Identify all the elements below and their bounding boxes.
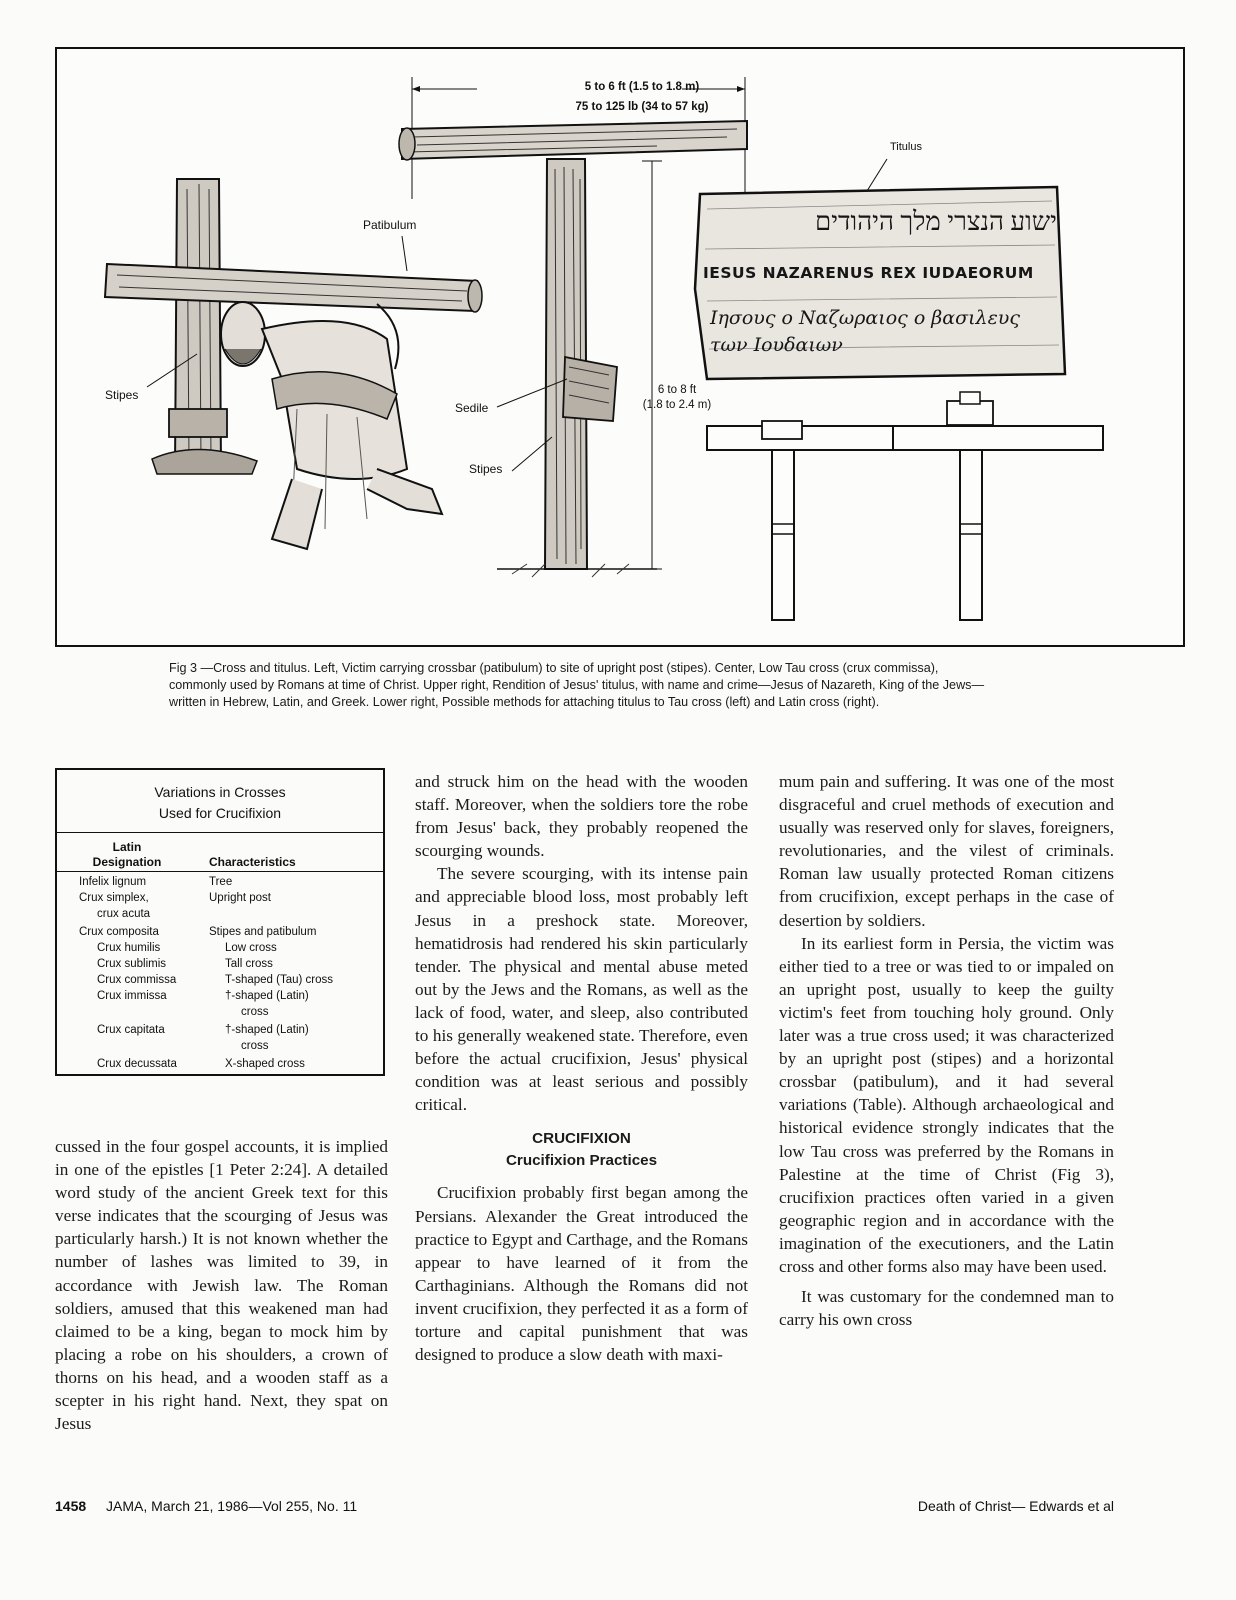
- page-footer-left: [55, 1498, 357, 1514]
- table-header-divider: [57, 871, 383, 872]
- crossbar-dimensions: [477, 77, 807, 117]
- header-characteristics: Characteristics: [209, 855, 296, 869]
- label-patibulum: Patibulum: [363, 218, 417, 232]
- page-number: 1458: [55, 1498, 87, 1514]
- running-title: Death of Christ— Edwards et al: [917, 1498, 1114, 1514]
- paragraph: The severe scourging, with its intense pain and appreciable blood loss, most probably left Jesus in a preshock state. Moreover, hematidrosis had rendered his skin particularly tender. The physical and mental abuse meted out by the Jews and the Romans, as well as the lack of food, water, and sleep, also contributed to his generally weakened state. Therefore, even before the actual crucifixion, Jesus' physical condition was at least serious and possibly critical.: [415, 864, 748, 1115]
- label-titulus: Titulus: [890, 141, 922, 153]
- crossbar-weight: 75 to 125 lb (34 to 57 kg): [575, 101, 709, 113]
- crossbar-length: 5 to 6 ft (1.5 to 1.8 m): [584, 81, 700, 93]
- latin-cross-attachment-diagram: [893, 392, 1103, 620]
- paragraph: Crucifixion probably first began among the Persians. Alexander the Great introduced the practice to Egypt and Carthage, and the Romans appear to have learned of it from the Carthaginians. Although the Romans did not invent crucifixion, they perfected it as a form of torture and capital punishment that was designed to produce a slow death with maxi-: [415, 1183, 748, 1365]
- tau-cross-attachment-diagram: [707, 421, 917, 620]
- section-heading: CRUCIFIXION Crucifixion Practices: [415, 1128, 748, 1172]
- titulus-latin: IESUS NAZARENUS REX IUDAEORUM: [703, 264, 1034, 282]
- label-stipes-left: Stipes: [105, 388, 139, 402]
- label-stipes-center: Stipes: [469, 462, 503, 476]
- table-header: [57, 833, 383, 869]
- cross-illustration: [57, 49, 1183, 645]
- titulus-greek-line2: των Ιουδαιων: [710, 334, 843, 356]
- text-column-3: [779, 770, 1114, 1331]
- text-column-2: [415, 770, 748, 1366]
- journal-citation: JAMA, March 21, 1986—Vol 255, No. 11: [106, 1498, 358, 1514]
- header-latin-designation: Latin Designation: [92, 840, 162, 869]
- paragraph: cussed in the four gospel accounts, it is implied in one of the epistles [1 Peter 2:24]. A detailed word study of the ancient Greek text for this verse indicates that the scourging of Jesus was particularly harsh.) It is not known whether the number of lashes was limited to 39, in accordance with Jewish law. The Roman soldiers, amused that this weakened man had claimed to be a king, began to mock him by placing a robe on his shoulders, a crown of thorns on his head, and a wooden staff as a scepter in his right hand. Next, they spat on Jesus: [55, 1137, 388, 1434]
- table-title: Variations in Crosses Used for Crucifixion: [154, 784, 286, 821]
- center-tau-cross: [399, 121, 747, 577]
- text-column-1: [55, 1135, 388, 1435]
- label-sedile: Sedile: [455, 401, 489, 415]
- paragraph: mum pain and suffering. It was one of the most disgraceful and cruel methods of execution and usually was reserved only for slaves, foreigners, revolutionaries, and the vilest of criminals. Roman law usually protected Roman citizens from crucifixion, except perhaps in the case of desertion by soldiers.: [779, 772, 1114, 930]
- titulus-hebrew: ישוע הנצרי מלך היהודים: [815, 207, 1057, 236]
- subsection-heading: Crucifixion Practices: [505, 1152, 658, 1170]
- figure-caption: Fig 3 —Cross and titulus. Left, Victim carrying crossbar (patibulum) to site of upright post (stipes). Center, Low Tau cross (crux commissa), commonly used by Romans at time of Christ. Upper right, Rendition of Jesus' titulus, with name and crime—Jesus of Nazareth, King of the Jews—written in Hebrew, Latin, and Greek. Lower right, Possible methods for attaching titulus to Tau cross (left) and Latin cross (right).: [169, 661, 985, 710]
- stipes-dimensions: [627, 383, 727, 413]
- titulus-greek-line1: Ιησους ο Ναζωραιος ο βασιλευς: [710, 307, 1020, 329]
- paragraph: In its earliest form in Persia, the victim was either tied to a tree or was tied to or impaled on an upright post, usually to keep the guilty victim's feet from touching holy ground. Only later was a true cross used; it was characterized by an upright post (stipes) and a horizontal crossbar (patibulum), and it had several variations (Table). Although archaeological and historical evidence strongly indicates that the low Tau cross was preferred by the Romans in Palestine at the time of Christ (Fig 3), crucifixion practices often varied in a given geographic region and in accordance with the imagination of the executioners, and the Latin cross and other forms also may have been used.: [779, 933, 1114, 1276]
- paragraph: and struck him on the head with the wooden staff. Moreover, when the soldiers tore the robe from Jesus' back, they probably reopened the scourging wounds.: [415, 772, 748, 861]
- figure-3: [55, 47, 1185, 647]
- crosses-table: Variations in Crosses Used for Crucifixion Latin Designation Characteristics Infelix lignum Tree Crux simplex, Upright post crux acuta Crux composita Stipes and patibulum Crux humilis Low cross Crux sublimis Tall cross Crux commissa T-shaped (Tau) cross Crux immissa †-shaped (Latin) cross Crux capitata †-shaped (Latin) cross Crux decussata X-shaped cross: [55, 768, 385, 1076]
- stipes-height-m: (1.8 to 2.4 m): [642, 399, 712, 411]
- paragraph: It was customary for the condemned man to carry his own cross: [779, 1287, 1114, 1330]
- victim-carrying-patibulum: [105, 179, 482, 549]
- stipes-height-ft: 6 to 8 ft: [657, 384, 697, 396]
